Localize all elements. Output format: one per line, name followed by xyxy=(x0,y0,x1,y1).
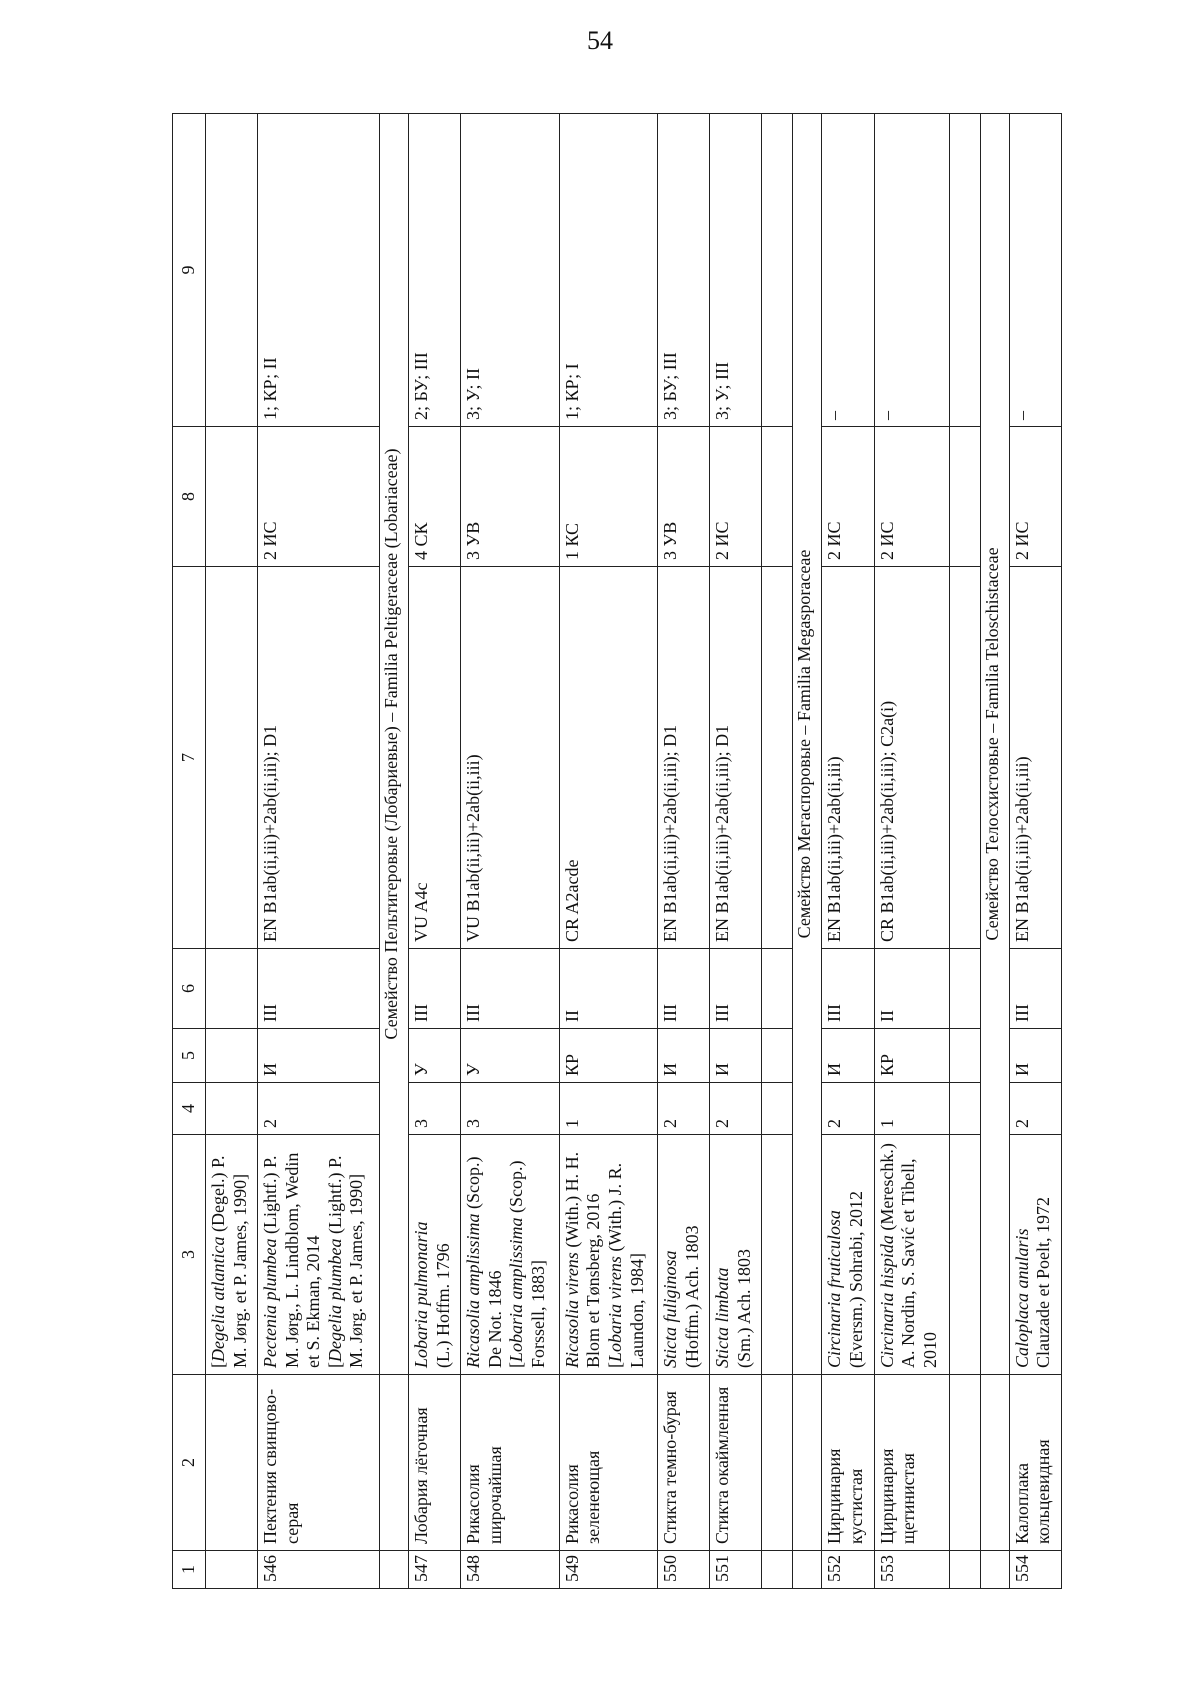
continued-sci-name: Degelia atlantica xyxy=(208,1236,228,1362)
status-cell: И xyxy=(822,1029,874,1083)
category-cell: 2 xyxy=(1009,1083,1061,1135)
latin-name xyxy=(710,1135,762,1375)
author: (Lightf.) P. M. Jørg., L. Lindblom, Wedin et S. Ekman, 2014 xyxy=(260,1152,324,1368)
category-cell: 2 xyxy=(822,1083,874,1135)
latin-name: Ricasolia virens (With.) H. H. Blom et Tønsberg, 2016 [Lobaria virens (With.) J. R. Laundon, 1984] xyxy=(559,1135,658,1375)
category-cell: 3 xyxy=(409,1083,461,1135)
latin-name xyxy=(658,1135,710,1375)
russian-name: Цирцинария щетинистая xyxy=(874,1375,949,1551)
synonym-author: (Scop.) Forssell, 1883] xyxy=(506,1160,548,1368)
other-status-cell: 1; КР; I xyxy=(559,114,658,427)
rarity-cell: 3 УВ xyxy=(461,427,560,567)
other-status-cell: 3; У; III xyxy=(710,114,762,427)
family-row xyxy=(980,114,1009,1589)
table-row xyxy=(461,114,560,1589)
author: Clauzade et Poelt, 1972 xyxy=(1033,1197,1054,1368)
species-number: 547 xyxy=(409,1551,461,1589)
priority-cell: II xyxy=(559,949,658,1029)
category-cell: 1 xyxy=(874,1083,949,1135)
continued-latin-name: [Degelia atlantica (Degel.) P. M. Jørg. et P. James, 1990] xyxy=(206,1135,258,1375)
author: (Sm.) Ach. 1803 xyxy=(734,1249,755,1368)
status-cell: КР xyxy=(559,1029,658,1083)
species-number: 550 xyxy=(658,1551,710,1589)
russian-name: Пектения свинцово-серая xyxy=(258,1375,380,1551)
other-status-cell: 1; КР; II xyxy=(258,114,380,427)
priority-cell: III xyxy=(658,949,710,1029)
other-status-cell: 2; БУ; III xyxy=(409,114,461,427)
table-row xyxy=(822,114,874,1589)
category-cell: 2 xyxy=(710,1083,762,1135)
table-row xyxy=(409,114,461,1589)
species-number: 549 xyxy=(559,1551,658,1589)
synonym-name: Lobaria virens xyxy=(604,1256,625,1362)
species-number: 546 xyxy=(258,1551,380,1589)
family-heading: Семейство Мегаспоровые – Familia Megasporaceae xyxy=(793,114,822,1375)
status-cell: И xyxy=(658,1029,710,1083)
species-number: 554 xyxy=(1009,1551,1061,1589)
synonym-author: (Lightf.) P. M. Jørg. et P. James, 1990] xyxy=(324,1155,367,1368)
spacer-row xyxy=(762,114,793,1589)
family-heading: Семейство Телосхистовые – Familia Teloschistaceae xyxy=(980,114,1009,1375)
table-row xyxy=(874,114,949,1589)
category-cell: 2 xyxy=(658,1083,710,1135)
status-cell: И xyxy=(710,1029,762,1083)
scientific-name: Ricasolia amplissima xyxy=(463,1213,484,1368)
iucn-criteria: EN B1ab(ii,iii)+2ab(ii,iii) xyxy=(1009,567,1061,949)
other-status-cell: – xyxy=(822,114,874,427)
column-header: 1 xyxy=(173,1551,206,1589)
status-cell: У xyxy=(409,1029,461,1083)
rarity-cell: 2 ИС xyxy=(874,427,949,567)
table-row xyxy=(258,114,380,1589)
rarity-cell: 2 ИС xyxy=(710,427,762,567)
species-number: 548 xyxy=(461,1551,560,1589)
species-number: 552 xyxy=(822,1551,874,1589)
table-row xyxy=(710,114,762,1589)
status-cell: И xyxy=(1009,1029,1061,1083)
latin-name: Pectenia plumbea (Lightf.) P. M. Jørg., L. Lindblom, Wedin et S. Ekman, 2014 [Degelia plumbea (Lightf.) P. M. Jørg. et P. James, 1990] xyxy=(258,1135,380,1375)
priority-cell: III xyxy=(710,949,762,1029)
family-heading: Семейство Пельтигеровые (Лобариевые) – Familia Peltigeraceae (Lobariaceae) xyxy=(380,114,409,1375)
russian-name: Рикасолия зеленеющая xyxy=(559,1375,658,1551)
column-header: 6 xyxy=(173,949,206,1029)
russian-name: Лобария лёгочная xyxy=(409,1375,461,1551)
table-row xyxy=(1009,114,1061,1589)
species-number: 553 xyxy=(874,1551,949,1589)
scientific-name: Circinaria hispida xyxy=(876,1235,897,1368)
latin-name xyxy=(874,1135,949,1375)
column-header: 7 xyxy=(173,567,206,949)
scientific-name: Sticta limbata xyxy=(712,1267,733,1368)
synonym-name: Degelia plumbea xyxy=(324,1238,345,1362)
table-row xyxy=(559,114,658,1589)
synonym-name: Lobaria amplissima xyxy=(506,1217,527,1362)
other-status-cell: 3; БУ; III xyxy=(658,114,710,427)
scientific-name: Circinaria fruticulosa xyxy=(824,1210,845,1368)
column-header: 5 xyxy=(173,1029,206,1083)
priority-cell: III xyxy=(258,949,380,1029)
iucn-criteria: CR B1ab(ii,iii)+2ab(ii,iii); C2a(i) xyxy=(874,567,949,949)
author: (With.) H. H. Blom et Tønsberg, 2016 xyxy=(561,1151,604,1368)
latin-name: Ricasolia amplissima (Scop.) De Not. 1846 [Lobaria amplissima (Scop.) Forssell, 1883] xyxy=(461,1135,560,1375)
synonym-author: (With.) J. R. Laundon, 1984] xyxy=(604,1162,647,1368)
iucn-criteria: EN B1ab(ii,iii)+2ab(ii,iii) xyxy=(822,567,874,949)
rarity-cell: 2 ИС xyxy=(1009,427,1061,567)
species-number: 551 xyxy=(710,1551,762,1589)
family-row xyxy=(380,114,409,1589)
author: (Scop.) De Not. 1846 xyxy=(463,1156,505,1368)
rarity-cell: 4 СК xyxy=(409,427,461,567)
priority-cell: III xyxy=(461,949,560,1029)
iucn-criteria: EN B1ab(ii,iii)+2ab(ii,iii); D1 xyxy=(658,567,710,949)
priority-cell: III xyxy=(409,949,461,1029)
latin-name xyxy=(822,1135,874,1375)
russian-name: Рикасолия широчайшая xyxy=(461,1375,560,1551)
category-cell: 3 xyxy=(461,1083,560,1135)
rarity-cell: 3 УВ xyxy=(658,427,710,567)
author: (Eversm.) Sohrabi, 2012 xyxy=(846,1191,867,1368)
iucn-criteria: EN B1ab(ii,iii)+2ab(ii,iii); D1 xyxy=(710,567,762,949)
author: (Hoffm.) Ach. 1803 xyxy=(682,1225,702,1368)
rarity-cell: 2 ИС xyxy=(822,427,874,567)
column-header: 9 xyxy=(173,114,206,427)
column-header: 3 xyxy=(173,1135,206,1375)
russian-name: Стикта темно-бурая xyxy=(658,1375,710,1551)
other-status-cell: – xyxy=(1009,114,1061,427)
iucn-criteria: VU A4c xyxy=(409,567,461,949)
scientific-name: Lobaria pulmonaria xyxy=(411,1221,432,1368)
table-row-continued xyxy=(206,114,258,1589)
spacer-row xyxy=(949,114,980,1589)
species-table xyxy=(172,113,1062,1589)
other-status-cell: 3; У; II xyxy=(461,114,560,427)
russian-name: Цирцинария кустистая xyxy=(822,1375,874,1551)
rarity-cell: 1 КС xyxy=(559,427,658,567)
priority-cell: III xyxy=(1009,949,1061,1029)
table-header-row xyxy=(173,114,206,1589)
scientific-name: Sticta fuliginosa xyxy=(660,1250,681,1368)
iucn-criteria: CR A2acde xyxy=(559,567,658,949)
category-cell: 1 xyxy=(559,1083,658,1135)
priority-cell: III xyxy=(822,949,874,1029)
status-cell: У xyxy=(461,1029,560,1083)
latin-name xyxy=(1009,1135,1061,1375)
family-row xyxy=(793,114,822,1589)
page-number: 54 xyxy=(587,26,613,55)
author: (L.) Hoffm. 1796 xyxy=(432,1243,453,1368)
scientific-name: Pectenia plumbea xyxy=(260,1238,281,1368)
russian-name: Стикта окаймленная xyxy=(710,1375,762,1551)
status-cell: КР xyxy=(874,1029,949,1083)
latin-name xyxy=(409,1135,461,1375)
scientific-name: Caloplaca anularis xyxy=(1011,1228,1032,1368)
iucn-criteria: VU B1ab(ii,iii)+2ab(ii,iii) xyxy=(461,567,560,949)
status-cell: И xyxy=(258,1029,380,1083)
priority-cell: II xyxy=(874,949,949,1029)
column-header: 8 xyxy=(173,427,206,567)
table-row xyxy=(658,114,710,1589)
iucn-criteria: EN B1ab(ii,iii)+2ab(ii,iii); D1 xyxy=(258,567,380,949)
rotated-table-wrapper xyxy=(172,114,1062,1589)
russian-name: Калоплака кольцевидная xyxy=(1009,1375,1061,1551)
author: (Mereschk.) A. Nordin, S. Savić et Tibell, 2010 xyxy=(876,1143,940,1368)
other-status-cell: – xyxy=(874,114,949,427)
column-header: 4 xyxy=(173,1083,206,1135)
rarity-cell: 2 ИС xyxy=(258,427,380,567)
scientific-name: Ricasolia virens xyxy=(561,1252,582,1368)
category-cell: 2 xyxy=(258,1083,380,1135)
column-header: 2 xyxy=(173,1375,206,1551)
